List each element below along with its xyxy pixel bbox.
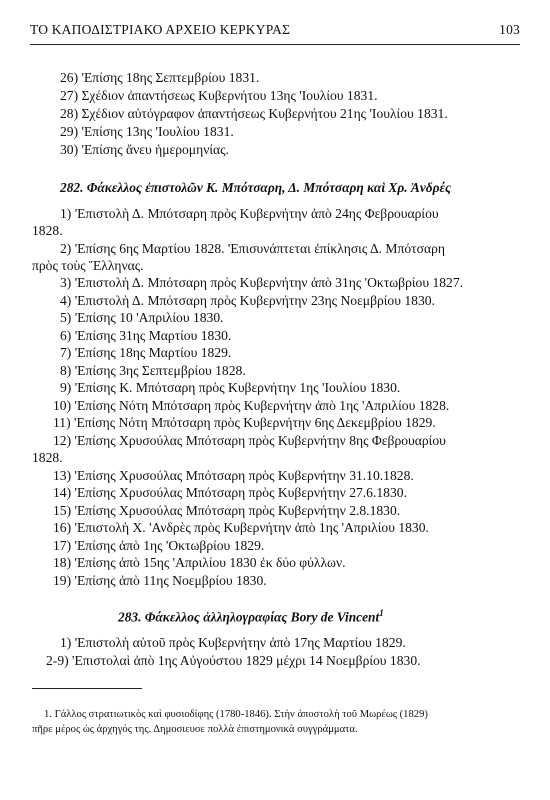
list-item: 27) Σχέδιον ἀπαντήσεως Κυβερνήτου 13ης 'Ιουλίου 1831. bbox=[60, 88, 378, 103]
running-title: ΤΟ ΚΑΠΟΔΙΣΤΡΙΑΚΟ ΑΡΧΕΙΟ ΚΕΡΚΥΡΑΣ bbox=[30, 22, 291, 37]
list-item-continuation: 1828. bbox=[32, 223, 63, 238]
list-item: 2) 'Επίσης 6ης Μαρτίου 1828. 'Επισυνάπτεται ἐπίκλησις Δ. Μπότσαρη bbox=[60, 241, 445, 256]
list-item: 29) 'Επίσης 13ης 'Ιουλίου 1831. bbox=[60, 124, 234, 139]
footnote-rule bbox=[32, 688, 142, 689]
list-item: 11) 'Επίσης Νότη Μπότσαρη πρὸς Κυβερνήτην 6ης Δεκεμβρίου 1829. bbox=[53, 415, 436, 430]
list-item: 26) 'Επίσης 18ης Σεπτεμβρίου 1831. bbox=[60, 70, 260, 85]
list-item: 13) 'Επίσης Χρυσούλας Μπότσαρη πρὸς Κυβερνήτην 31.10.1828. bbox=[53, 468, 414, 483]
list-item-continuation: 1828. bbox=[32, 450, 63, 465]
list-item: 6) 'Επίσης 31ης Μαρτίου 1830. bbox=[60, 328, 232, 343]
list-item: 4) 'Επιστολὴ Δ. Μπότσαρη πρὸς Κυβερνήτην 23ης Νοεμβρίου 1830. bbox=[60, 293, 435, 308]
list-item: 18) 'Επίσης ἀπὸ 15ης 'Απριλίου 1830 ἐκ δύο φύλλων. bbox=[53, 555, 346, 570]
section-283-title: 283. Φάκελλος ἀλληλογραφίας Bory de Vincent bbox=[118, 609, 380, 625]
list-item: 14) 'Επίσης Χρυσούλας Μπότσαρη πρὸς Κυβερνήτην 27.6.1830. bbox=[53, 485, 407, 500]
running-header bbox=[30, 22, 520, 42]
header-rule bbox=[30, 44, 520, 45]
list-item: 9) 'Επίσης Κ. Μπότσαρη πρὸς Κυβερνήτην 1ης 'Ιουλίου 1830. bbox=[60, 380, 401, 395]
section-282-heading: 282. Φάκελλος ἐπιστολῶν Κ. Μπότσαρη, Δ. Μπότσαρη καὶ Χρ. Ἀνδρές bbox=[60, 180, 452, 195]
list-item: 5) 'Επίσης 10 'Απριλίου 1830. bbox=[60, 310, 224, 325]
list-item-continuation: πρὸς τοὺς Ἕλληνας. bbox=[32, 258, 144, 273]
list-item: 2-9) 'Επιστολαὶ ἀπὸ 1ης Αὐγούστου 1829 μέχρι 14 Νοεμβρίου 1830. bbox=[46, 653, 421, 668]
list-item: 17) 'Επίσης ἀπὸ 1ης 'Οκτωβρίου 1829. bbox=[53, 538, 265, 553]
list-item: 1) 'Επιστολὴ Δ. Μπότσαρη πρὸς Κυβερνήτην ἀπὸ 24ης Φεβρουαρίου bbox=[60, 206, 439, 221]
list-item: 1) 'Επιστολὴ αὐτοῦ πρὸς Κυβερνήτην ἀπὸ 17ης Μαρτίου 1829. bbox=[60, 635, 406, 650]
list-item: 15) 'Επίσης Χρυσούλας Μπότσαρη πρὸς Κυβερνήτην 2.8.1830. bbox=[53, 503, 401, 518]
footnote-text: 1. Γάλλος στρατιωτικὸς καὶ φυσιοδίφης (1780-1846). Στὴν ἀποστολὴ τοῦ Μωρέως (1829) bbox=[44, 709, 428, 720]
list-item: 16) 'Επιστολὴ Χ. 'Ανδρὲς πρὸς Κυβερνήτην ἀπὸ 1ης 'Απριλίου 1830. bbox=[53, 520, 429, 535]
list-item: 30) 'Επίσης ἄνευ ἡμερομηνίας. bbox=[60, 142, 229, 157]
footnote-reference: 1 bbox=[379, 608, 384, 618]
footnote-text-continuation: πῆρε μέρος ὡς ἀρχηγός της. Δημοσιευσε πολλὰ ἐπιστημονικὰ συγγράμματα. bbox=[32, 724, 358, 735]
list-item: 19) 'Επίσης ἀπὸ 11ης Νοεμβρίου 1830. bbox=[53, 573, 267, 588]
list-item: 10) 'Επίσης Νότη Μπότσαρη πρὸς Κυβερνήτην ἀπὸ 1ης 'Απριλίου 1828. bbox=[53, 398, 450, 413]
list-item: 8) 'Επίσης 3ης Σεπτεμβρίου 1828. bbox=[60, 363, 246, 378]
list-item: 28) Σχέδιον αὐτόγραφον ἀπαντήσεως Κυβερνήτου 21ης 'Ιουλίου 1831. bbox=[60, 106, 448, 121]
section-283-heading bbox=[118, 608, 384, 625]
list-item: 12) 'Επίσης Χρυσούλας Μπότσαρη πρὸς Κυβερνήτην 8ης Φεβρουαρίου bbox=[53, 433, 446, 448]
page-number: 103 bbox=[499, 22, 520, 37]
list-item: 3) 'Επιστολὴ Δ. Μπότσαρη πρὸς Κυβερνήτην ἀπὸ 31ης 'Οκτωβρίου 1827. bbox=[60, 275, 464, 290]
list-item: 7) 'Επίσης 18ης Μαρτίου 1829. bbox=[60, 345, 232, 360]
